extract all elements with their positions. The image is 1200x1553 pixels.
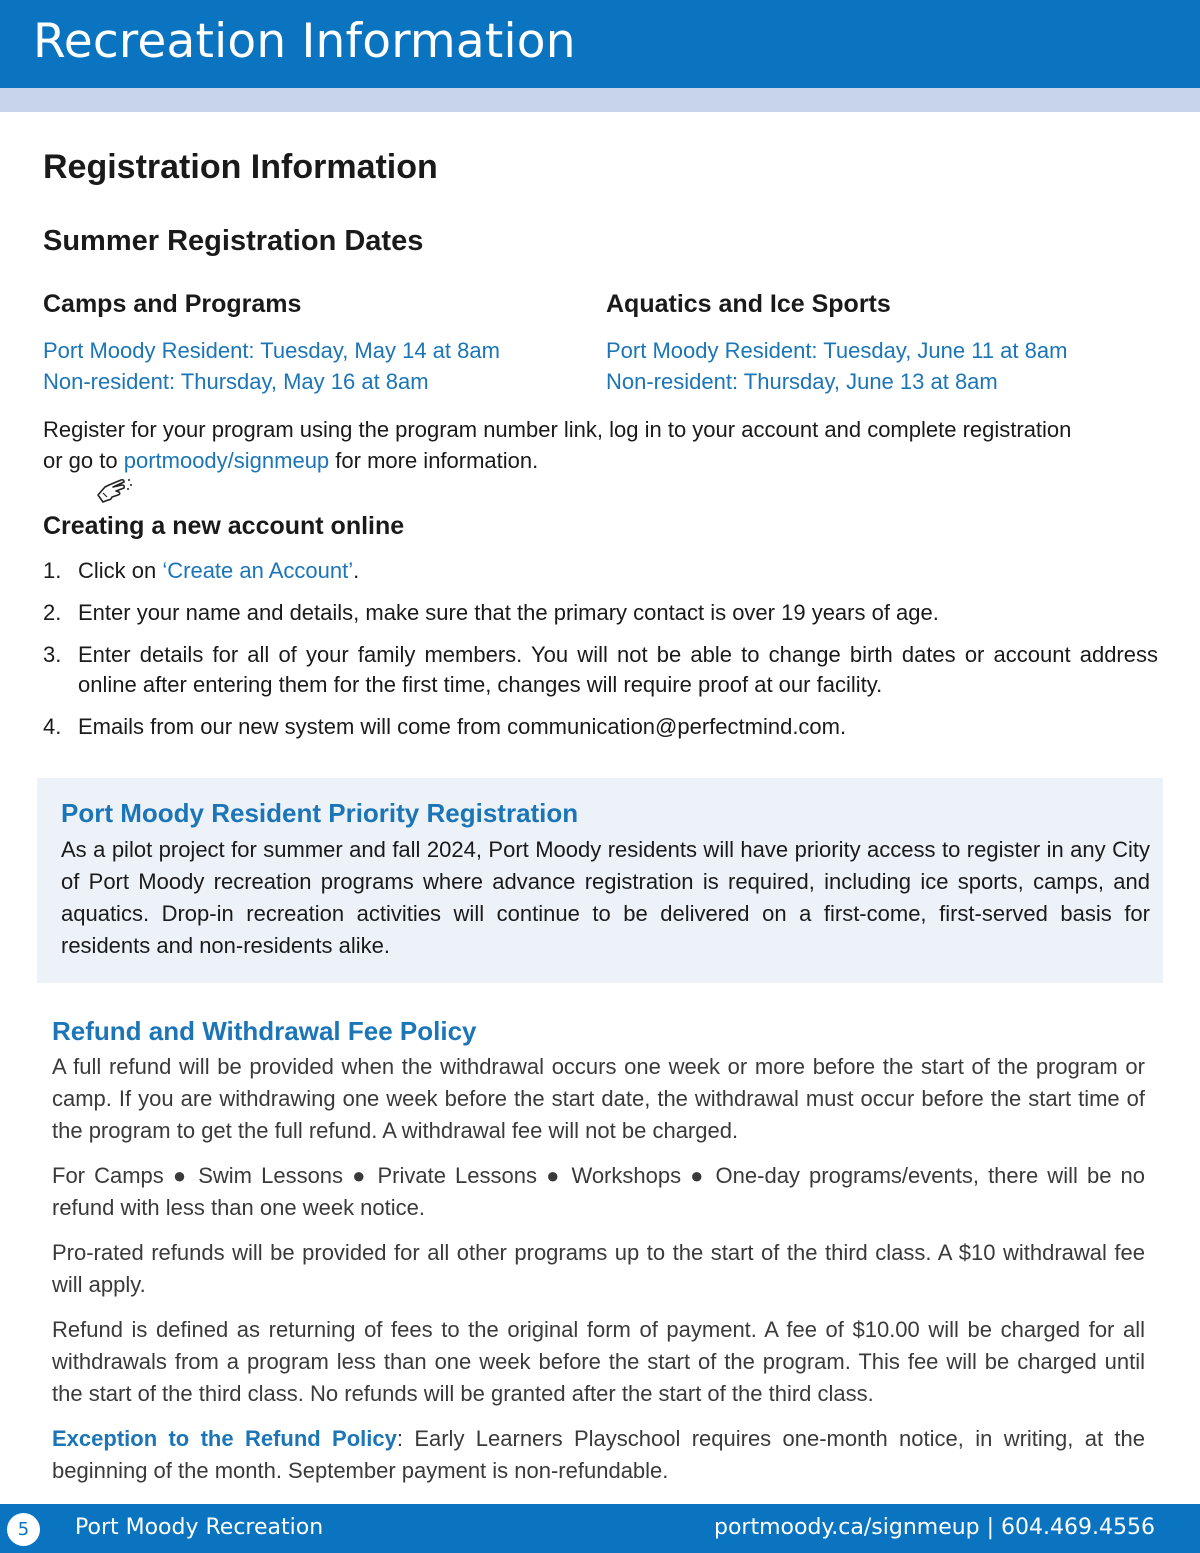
create-account-link[interactable]: ‘Create an Account’ (162, 558, 354, 583)
list-item: 4. Emails from our new system will come from communication@perfectmind.com. (43, 714, 847, 739)
aquatics-nonresident-date: Non-resident: Thursday, June 13 at 8am (606, 369, 998, 394)
register-suffix: for more information. (329, 448, 539, 473)
page-title: Registration Information (43, 148, 438, 186)
footer-org-name: Port Moody Recreation (75, 1515, 324, 1540)
list-item: 3. Enter details for all of your family members. You will not be able to change birth dates or account address online after entering them for the first time, changes will require proof at our facility. (43, 642, 1158, 697)
refund-paragraph-1: A full refund will be provided when the withdrawal occurs one week or more before the start of the program or camp. If you are withdrawing one week before the start date, the withdrawal must occur before the start time of the program to get the full refund. A withdrawal fee will not be charged. (52, 1054, 1145, 1143)
account-steps-list (43, 556, 1158, 754)
refund-paragraph-4: Refund is defined as returning of fees to the original form of payment. A fee of $10.00 will be charged for all withdrawals from a program less than one week before the start of the program. This fee will be charged until the start of the third class. No refunds will be granted after the start of the third class. (52, 1317, 1145, 1406)
camps-nonresident-date: Non-resident: Thursday, May 16 at 8am (43, 369, 429, 394)
list-item: 1. Click on ‘Create an Account’. (43, 558, 360, 583)
pointing-hand-icon (95, 476, 135, 508)
priority-title: Port Moody Resident Priority Registration (61, 798, 579, 828)
signmeup-link[interactable]: portmoody/signmeup (123, 448, 330, 473)
footer-contact: portmoody.ca/signmeup | 604.469.4556 (714, 1515, 1155, 1540)
register-line-1: Register for your program using the program number link, log in to your account and complete registration (43, 417, 1072, 442)
page-number: 5 (7, 1513, 40, 1546)
refund-title: Refund and Withdrawal Fee Policy (52, 1016, 477, 1046)
exception-label: Exception to the Refund Policy (52, 1426, 397, 1451)
register-prefix: or go to (43, 448, 124, 473)
refund-paragraph-2: For Camps ● Swim Lessons ● Private Lessons ● Workshops ● One-day programs/events, there will be no refund with less than one week notice. (52, 1163, 1145, 1220)
register-line-2 (43, 445, 1163, 476)
refund-exception (52, 1423, 1145, 1487)
camps-resident-date: Port Moody Resident: Tuesday, May 14 at 8am (43, 338, 500, 363)
list-item: 2. Enter your name and details, make sure that the primary contact is over 19 years of age. (43, 600, 939, 625)
header-accent-strip (0, 88, 1200, 112)
priority-registration-panel (37, 778, 1163, 983)
footer-bar (0, 1504, 1200, 1553)
account-title: Creating a new account online (43, 512, 405, 540)
exception-text: : Early Learners Playschool requires one-month notice, in writing, at the beginning of the month. September payment is non-refundable. (52, 1426, 1145, 1483)
header-bar (0, 0, 1200, 88)
priority-body: As a pilot project for summer and fall 2024, Port Moody residents will have priority access to register in any City of Port Moody recreation programs where advance registration is required, including ice sports, camps, and aquatics. Drop-in recreation activities will continue to be delivered on a first-come, first-served basis for residents and non-residents alike. (61, 837, 1150, 958)
section-title-summer-dates: Summer Registration Dates (43, 225, 424, 257)
refund-paragraph-3: Pro-rated refunds will be provided for all other programs up to the start of the third class. A $10 withdrawal fee will apply. (52, 1240, 1145, 1297)
header-title: Recreation Information (33, 14, 576, 69)
aquatics-title: Aquatics and Ice Sports (606, 290, 891, 318)
register-instructions (43, 414, 1163, 476)
camps-title: Camps and Programs (43, 290, 302, 318)
refund-policy-section (52, 1016, 1145, 1500)
aquatics-resident-date: Port Moody Resident: Tuesday, June 11 at 8am (606, 338, 1068, 363)
